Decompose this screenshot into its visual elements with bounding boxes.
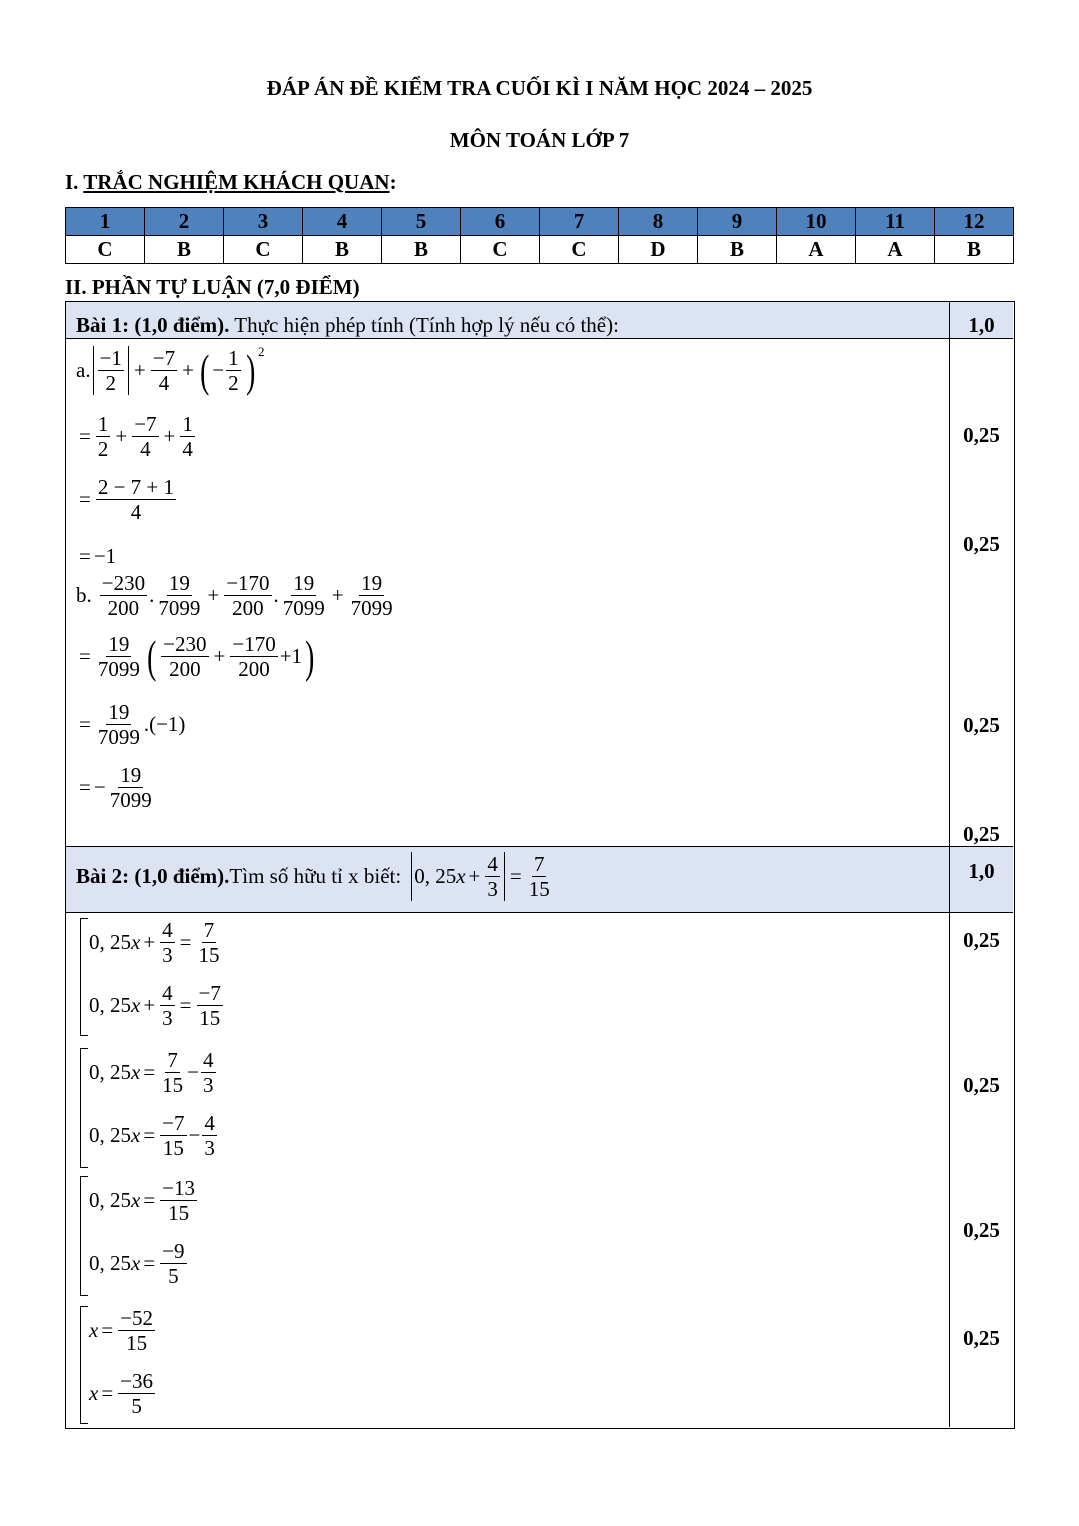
- fraction: [151, 346, 177, 395]
- fraction: [197, 918, 222, 967]
- denominator: 15: [199, 1006, 221, 1031]
- fraction: [118, 1306, 155, 1355]
- fraction: [161, 632, 208, 681]
- plus-sign: +: [182, 358, 194, 383]
- denominator: 15: [162, 1136, 184, 1161]
- equals-sign: =: [143, 1060, 156, 1085]
- numerator: −230: [101, 571, 146, 595]
- decimal-coefficient: 0, 25: [89, 1251, 131, 1276]
- bai2-total-score: 1,0: [968, 859, 995, 883]
- answer-key: B: [382, 236, 461, 264]
- bai1-b-result: [76, 763, 156, 812]
- multiply-dot: .: [143, 712, 150, 737]
- numerator: 19: [293, 571, 315, 595]
- bai1-instruction: Thực hiện phép tính (Tính hợp lý nếu có thể):: [229, 313, 619, 337]
- numerator: −7: [162, 1111, 185, 1135]
- denominator: 3: [162, 943, 173, 968]
- fraction: [160, 1176, 197, 1225]
- denominator: 15: [162, 1073, 184, 1098]
- denominator: 15: [528, 877, 550, 902]
- variable-x: x: [131, 993, 141, 1018]
- plus-sign: +: [468, 864, 481, 889]
- fraction: [96, 412, 111, 461]
- denominator: 200: [107, 596, 140, 621]
- bai1-a-step2: [76, 475, 178, 524]
- bai1-a-step1: [76, 412, 197, 461]
- denominator: 15: [198, 943, 220, 968]
- plus-sign: +: [133, 358, 146, 383]
- fraction: [224, 571, 271, 620]
- numerator: −1: [99, 346, 122, 370]
- variable-x: x: [131, 930, 141, 955]
- bai2-step3-case2: [89, 1239, 189, 1288]
- denominator: 3: [162, 1006, 173, 1031]
- equals-sign: =: [179, 993, 192, 1018]
- equals-sign: =: [101, 1381, 114, 1406]
- fraction: [281, 571, 327, 620]
- question-number: 12: [935, 208, 1014, 236]
- answer-key: C: [540, 236, 619, 264]
- numerator: 1: [97, 412, 109, 436]
- numerator: −170: [226, 571, 270, 595]
- fraction: [160, 918, 175, 967]
- bai1-a-expression: [76, 346, 264, 395]
- plus-sign: +: [115, 424, 128, 449]
- absolute-value: [93, 346, 129, 395]
- variable-x: x: [131, 1188, 141, 1213]
- case-bracket: [80, 1176, 88, 1296]
- step-score: 0,25: [963, 822, 1000, 846]
- numerator: 4: [162, 981, 173, 1005]
- fraction: [96, 475, 176, 524]
- variable-x: x: [89, 1318, 99, 1343]
- numerator: 19: [120, 763, 142, 787]
- decimal-coefficient: 0, 25: [89, 993, 131, 1018]
- answer-key: C: [66, 236, 145, 264]
- bai1-b-expression: [76, 571, 397, 620]
- numerator: 1: [182, 412, 193, 436]
- denominator: 15: [168, 1201, 190, 1226]
- question-number: 1: [66, 208, 145, 236]
- fraction: [485, 852, 500, 901]
- bai2-instruction: Tìm số hữu tỉ x biết:: [229, 864, 402, 889]
- variable-x: x: [131, 1251, 141, 1276]
- answer-key: A: [777, 236, 856, 264]
- question-number: 5: [382, 208, 461, 236]
- numerator: 7: [533, 852, 545, 876]
- plus-sign: +: [213, 644, 226, 669]
- fraction: [96, 632, 142, 681]
- denominator: 3: [203, 1073, 214, 1098]
- variable-x: x: [131, 1123, 141, 1148]
- equals-sign: =: [79, 644, 91, 669]
- question-number: 8: [619, 208, 698, 236]
- decimal-coefficient: 0, 25: [89, 930, 131, 955]
- denominator: 7099: [282, 596, 325, 621]
- fraction: [100, 571, 147, 620]
- equals-sign: =: [79, 775, 91, 800]
- denominator: 4: [130, 500, 142, 525]
- fraction: [98, 346, 124, 395]
- exponent: 2: [257, 344, 265, 359]
- bai2-step2-case1: [89, 1048, 218, 1097]
- answer-key: B: [698, 236, 777, 264]
- fraction: [156, 571, 202, 620]
- fraction: [160, 981, 175, 1030]
- step-score: 0,25: [963, 713, 1000, 737]
- denominator: 2: [228, 371, 239, 396]
- right-paren: ): [305, 630, 315, 682]
- step-score: 0,25: [963, 1218, 1000, 1242]
- plus-sign: +: [331, 583, 344, 608]
- question-number: 11: [856, 208, 935, 236]
- minus-sign: −: [93, 775, 106, 800]
- numerator: 4: [203, 1048, 214, 1072]
- bai1-title: Bài 1: (1,0 điểm).: [76, 313, 230, 337]
- denominator: 2: [97, 437, 109, 462]
- fraction: [202, 1111, 217, 1160]
- minus-sign: −: [212, 358, 225, 383]
- label-a: a.: [76, 358, 91, 383]
- fraction: [96, 700, 142, 749]
- decimal-coefficient: 0, 25: [89, 1123, 131, 1148]
- question-number: 4: [303, 208, 382, 236]
- fraction: [132, 412, 158, 461]
- numerator: −7: [134, 412, 157, 436]
- decimal-coefficient: 0, 25: [414, 864, 457, 889]
- fraction: [118, 1369, 155, 1418]
- denominator: 7099: [158, 596, 201, 621]
- question-number: 7: [540, 208, 619, 236]
- question-number: 9: [698, 208, 777, 236]
- answer-key: B: [935, 236, 1014, 264]
- section-essay-heading: II. PHẦN TỰ LUẬN (7,0 ĐIỂM): [65, 275, 360, 299]
- answer-key: B: [303, 236, 382, 264]
- answer-key-row: [66, 236, 1014, 264]
- numerator: 2 − 7 + 1: [97, 475, 175, 499]
- bai1-prompt: [76, 313, 619, 338]
- fraction: [180, 412, 195, 461]
- denominator: 2: [105, 371, 116, 396]
- step-score: 0,25: [963, 1073, 1000, 1097]
- bai1-a-result: [76, 544, 116, 569]
- absolute-value: [411, 852, 505, 901]
- numerator: −52: [120, 1306, 154, 1330]
- plus-sign: +: [163, 424, 176, 449]
- numerator: 7: [203, 918, 215, 942]
- fraction: [226, 346, 241, 395]
- fraction: [108, 763, 154, 812]
- denominator: 3: [204, 1136, 215, 1161]
- plus-sign: +: [143, 930, 156, 955]
- numerator: −36: [120, 1369, 154, 1393]
- multiply-dot: .: [149, 583, 155, 608]
- plus-sign: +: [143, 993, 156, 1018]
- numerator: 4: [487, 852, 498, 876]
- numerator: 19: [108, 632, 130, 656]
- fraction: [160, 1048, 185, 1097]
- numerator: 1: [228, 346, 239, 370]
- equals-sign: =: [79, 712, 91, 737]
- denominator: 3: [487, 877, 498, 902]
- document-subtitle: MÔN TOÁN LỚP 7: [449, 128, 630, 152]
- step-score: 0,25: [963, 928, 1000, 952]
- decimal-coefficient: 0, 25: [89, 1188, 131, 1213]
- fraction: [160, 1239, 186, 1288]
- row-divider: [66, 338, 1013, 339]
- fraction: [349, 571, 395, 620]
- numerator: 19: [108, 700, 130, 724]
- plus-one: +1: [279, 644, 303, 669]
- numerator: 7: [167, 1048, 178, 1072]
- answer-number-row: [66, 208, 1014, 236]
- numerator: 4: [162, 918, 173, 942]
- row-divider: [66, 912, 1013, 913]
- question-number: 3: [224, 208, 303, 236]
- numerator: 19: [361, 571, 383, 595]
- answer-key: B: [145, 236, 224, 264]
- minus-sign: −: [187, 1060, 200, 1085]
- plus-sign: +: [207, 583, 220, 608]
- denominator: 5: [168, 1264, 179, 1289]
- bai2-result-case2: [89, 1369, 157, 1418]
- bai2-step1-case1: [89, 918, 224, 967]
- question-number: 10: [777, 208, 856, 236]
- case-bracket: [80, 1048, 88, 1168]
- fraction: [201, 1048, 216, 1097]
- answer-key: A: [856, 236, 935, 264]
- bai1-total-score: 1,0: [968, 313, 995, 337]
- left-paren: (: [146, 630, 157, 682]
- multiply-dot: .: [273, 583, 279, 608]
- answer-key: C: [461, 236, 540, 264]
- fraction: [197, 981, 223, 1030]
- variable-x: x: [131, 1060, 141, 1085]
- numerator: −7: [152, 346, 176, 370]
- equals-sign: =: [143, 1251, 156, 1276]
- answer-key: D: [619, 236, 698, 264]
- bai2-step3-case1: [89, 1176, 199, 1225]
- negative-one: (−1): [149, 712, 186, 737]
- denominator: 7099: [109, 788, 152, 813]
- equals-sign: =: [79, 424, 91, 449]
- denominator: 7099: [97, 725, 140, 750]
- denominator: 200: [169, 657, 201, 682]
- numerator: 4: [204, 1111, 215, 1135]
- equals-sign: =: [79, 487, 91, 512]
- variable-x: x: [456, 864, 466, 889]
- right-paren: ): [245, 344, 255, 396]
- section1-suffix: :: [389, 170, 397, 194]
- section1-label: TRẮC NGHIỆM KHÁCH QUAN: [83, 170, 390, 194]
- document-title: ĐÁP ÁN ĐỀ KIỂM TRA CUỐI KÌ I NĂM HỌC 2024 – 2025: [266, 76, 813, 100]
- case-bracket: [80, 918, 88, 1036]
- equals-sign: =: [79, 544, 91, 568]
- step-score: 0,25: [963, 1326, 1000, 1350]
- equals-sign: =: [143, 1123, 156, 1148]
- denominator: 15: [126, 1331, 148, 1356]
- bai2-result-case1: [89, 1306, 157, 1355]
- step-score: 0,25: [963, 423, 1000, 447]
- denominator: 4: [158, 371, 170, 396]
- left-paren: (: [200, 344, 210, 396]
- numerator: −230: [163, 632, 207, 656]
- numerator: −9: [162, 1239, 185, 1263]
- numerator: −170: [232, 632, 276, 656]
- denominator: 4: [140, 437, 151, 462]
- section-multiple-choice-heading: [65, 170, 397, 195]
- minus-sign: −: [188, 1123, 201, 1148]
- bai2-prompt: [76, 852, 554, 901]
- answer-key-table: [65, 207, 1014, 264]
- denominator: 7099: [97, 657, 140, 682]
- fraction: [527, 852, 552, 901]
- step-score: 0,25: [963, 532, 1000, 556]
- result-value: −1: [93, 544, 117, 568]
- variable-x: x: [89, 1381, 99, 1406]
- numerator: 19: [168, 571, 190, 595]
- label-b: b.: [76, 583, 92, 608]
- bai2-step2-case2: [89, 1111, 219, 1160]
- denominator: 5: [131, 1394, 142, 1419]
- equals-sign: =: [179, 930, 192, 955]
- equals-sign: =: [101, 1318, 114, 1343]
- fraction: [160, 1111, 186, 1160]
- bai1-b-step1: [76, 632, 317, 681]
- equals-sign: =: [143, 1188, 156, 1213]
- denominator: 7099: [350, 596, 393, 621]
- section1-prefix: I.: [65, 170, 84, 194]
- bai2-title: Bài 2: (1,0 điểm).: [76, 864, 230, 889]
- bai2-step1-case2: [89, 981, 225, 1030]
- denominator: 200: [232, 596, 264, 621]
- decimal-coefficient: 0, 25: [89, 1060, 131, 1085]
- denominator: 200: [238, 657, 270, 682]
- bai1-b-step2: [76, 700, 185, 749]
- numerator: −13: [162, 1176, 196, 1200]
- equals-sign: =: [509, 864, 522, 889]
- fraction: [230, 632, 277, 681]
- answer-key: C: [224, 236, 303, 264]
- case-bracket: [80, 1306, 88, 1424]
- question-number: 2: [145, 208, 224, 236]
- denominator: 4: [182, 437, 193, 462]
- question-number: 6: [461, 208, 540, 236]
- numerator: −7: [198, 981, 221, 1005]
